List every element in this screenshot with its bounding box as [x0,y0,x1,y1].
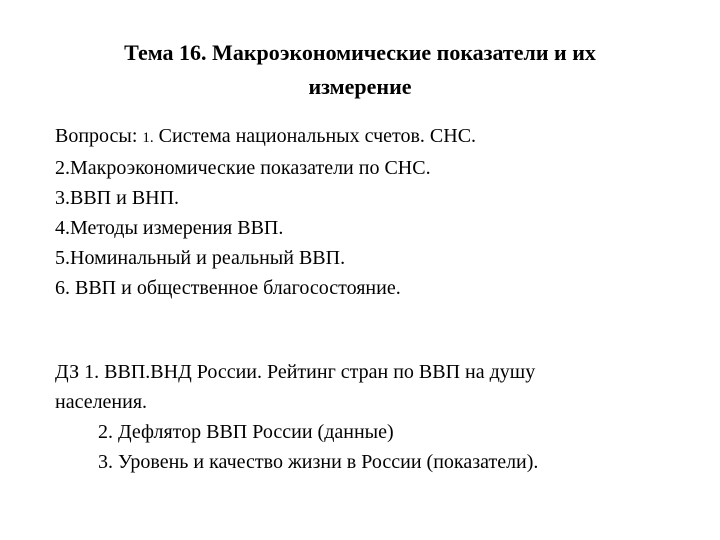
question-item-3: 3.ВВП и ВНП. [55,187,180,209]
question-item-2: 2.Макроэкономические показатели по СНС. [55,157,431,179]
slide-title [40,36,680,104]
question-item-6: 6. ВВП и общественное благосостояние. [55,277,401,299]
question-text-1: Система национальных счетов. СНС. [153,125,477,147]
question-item-4: 4.Методы измерения ВВП. [55,217,284,239]
question-item-1 [55,121,695,153]
questions-label: Вопросы: [55,125,143,147]
title-line-1: Тема 16. Макроэкономические показатели и их [124,40,596,65]
title-line-2: измерение [308,74,412,99]
questions-list [55,121,695,303]
homework-block [55,357,685,477]
homework-line-1: ДЗ 1. ВВП.ВНД России. Рейтинг стран по ВВП на душу [55,361,536,383]
question-number-1: 1. [142,130,154,146]
homework-item-3: 3. Уровень и качество жизни в России (показатели). [98,451,539,473]
question-item-5: 5.Номинальный и реальный ВВП. [55,247,346,269]
homework-line-2: населения. [55,391,148,413]
homework-item-2: 2. Дефлятор ВВП России (данные) [98,421,394,443]
